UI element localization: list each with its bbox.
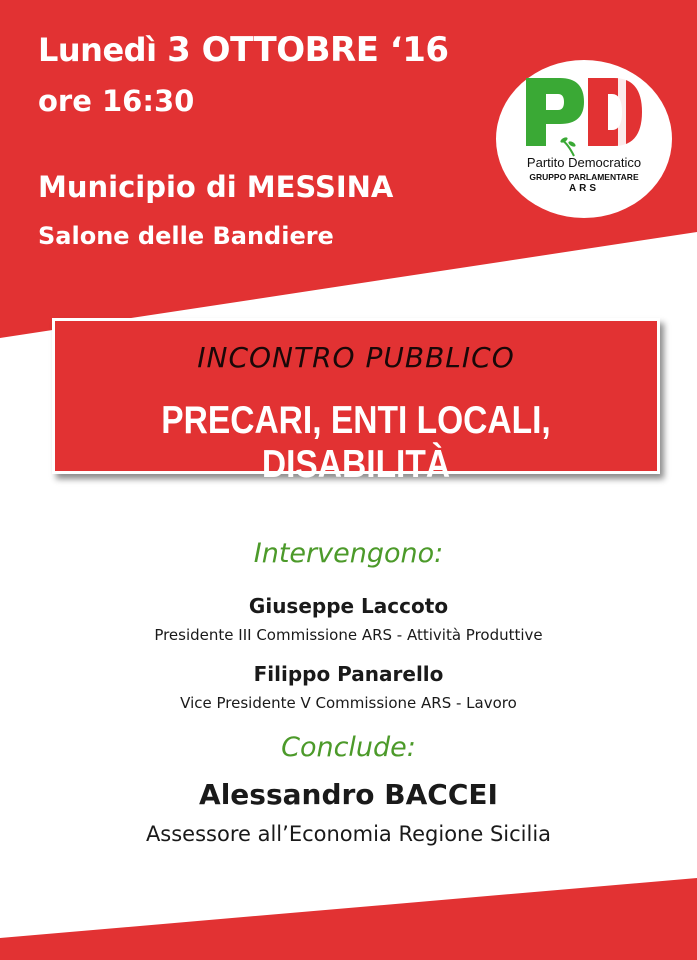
closing-speaker-role: Assessore all’Economia Regione Sicilia [145, 822, 552, 846]
bottom-red-band [0, 878, 697, 960]
speaker-role: Vice Presidente V Commissione ARS - Lavoro [180, 694, 517, 712]
event-date-main: 3 OTTOBRE ‘16 [167, 30, 449, 70]
speaker-role: Presidente III Commissione ARS - Attività Produttive [154, 626, 543, 644]
speakers-heading: Intervengono: [253, 538, 444, 569]
closing-heading: Conclude: [281, 732, 416, 763]
event-banner [52, 318, 660, 486]
banner-title: PRECARI, ENTI LOCALI, DISABILITÀ [161, 399, 551, 486]
speaker-name: Giuseppe Laccoto [248, 594, 449, 618]
closing-speaker-name: Alessandro BACCEI [199, 778, 498, 811]
event-day: Lunedì [38, 31, 157, 69]
event-room: Salone delle Bandiere [38, 222, 334, 250]
logo-party-name: Partito Democratico [526, 155, 642, 170]
speaker-name: Filippo Panarello [253, 662, 444, 686]
party-logo [496, 60, 672, 218]
logo-ars-label: ARS [568, 183, 600, 194]
pd-logo-icon [496, 60, 672, 218]
banner-subtitle: INCONTRO PUBBLICO [197, 341, 515, 374]
event-venue: Municipio di MESSINA [38, 170, 394, 204]
logo-group-label: GRUPPO PARLAMENTARE [529, 172, 639, 182]
event-date [38, 30, 449, 70]
event-time: ore 16:30 [38, 84, 195, 118]
